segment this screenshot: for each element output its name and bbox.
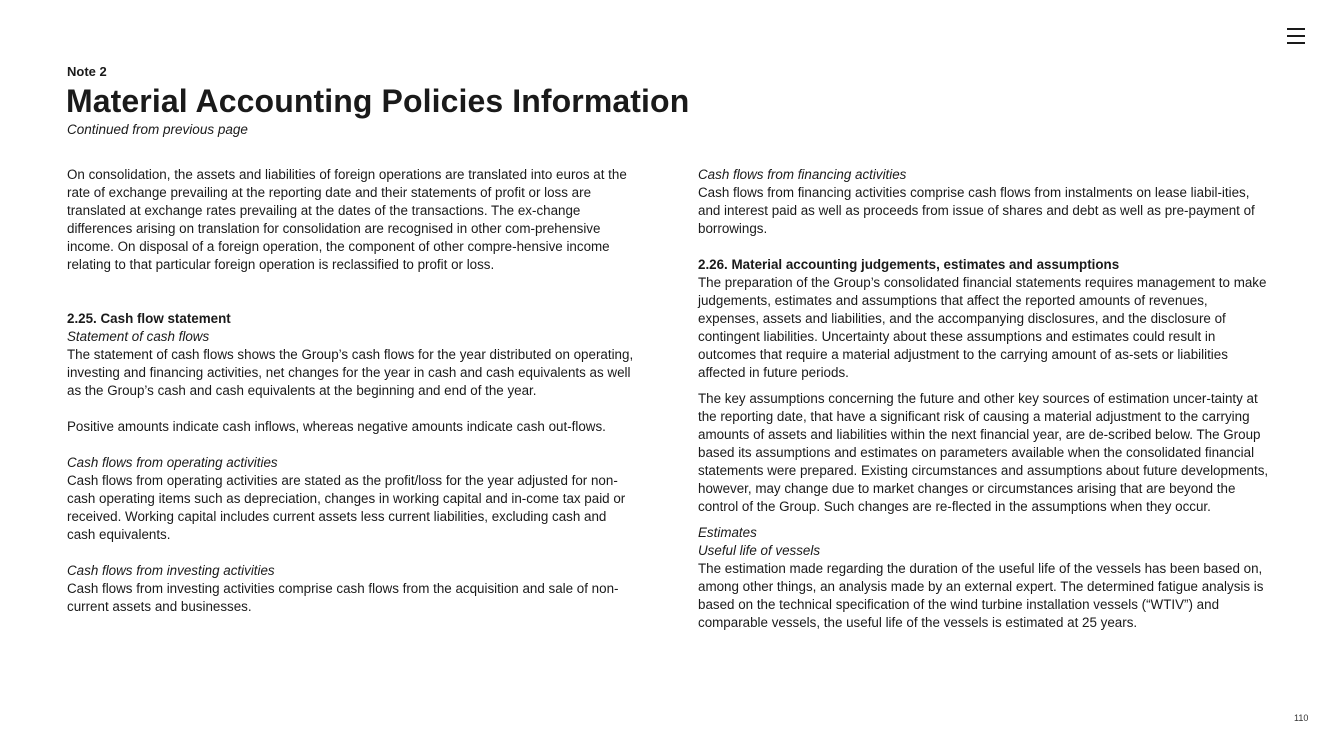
consolidation-paragraph: On consolidation, the assets and liabilities of foreign operations are translated into euros at the rate of exchange prevailing at the reporting date and their statements of profit or loss are translated at exchange rates prevailing at the dates of the transactions. The ex-change differences arising on translation for consolidation are recognised in other com-prehensive income. On disposal of a foreign operation, the component of other compre-hensive income relating to that particular foreign operation is reclassified to profit or loss. (67, 167, 627, 272)
cash-flow-heading: 2.25. Cash flow statement (67, 311, 231, 326)
page-subtitle: Continued from previous page (67, 122, 248, 137)
judgements-heading: 2.26. Material accounting judgements, estimates and assumptions (698, 257, 1120, 272)
judgements-paragraph-2: The key assumptions concerning the future and other key sources of estimation uncer-tainty at the reporting date, that have a significant risk of causing a material adjustment to the carrying amounts of assets and liabilities within the next financial year, are de-scribed below. The Group based its assumptions and estimates on parameters available when the consolidated financial statements were prepared. Existing circumstances and assumptions about future developments, however, may change due to market changes or circumstances arising that are beyond the control of the Group. Such changes are re-flected in the assumptions when they occur. (698, 391, 1269, 514)
investing-paragraph: Cash flows from investing activities comprise cash flows from the acquisition and sale of non-current assets and businesses. (67, 581, 619, 614)
operating-paragraph: Cash flows from operating activities are stated as the profit/loss for the year adjusted for non-cash operating items such as depreciation, changes in working capital and in-come tax paid or received. Working capital includes current assets less current liabilities, excluding cash and cash equivalents. (67, 473, 626, 542)
menu-bar (1287, 28, 1305, 30)
statement-subheading: Statement of cash flows (67, 329, 210, 344)
investing-subheading: Cash flows from investing activities (67, 563, 275, 578)
menu-bar (1287, 35, 1305, 37)
operating-subheading: Cash flows from operating activities (67, 455, 278, 470)
useful-life-subheading: Useful life of vessels (698, 543, 821, 558)
page-number: 110 (1294, 713, 1309, 723)
hamburger-menu-icon[interactable] (1287, 28, 1305, 44)
statement-paragraph: The statement of cash flows shows the Group’s cash flows for the year distributed on operating, investing and financing activities, net changes for the year in cash and cash equivalents as well as the Group’s cash and cash equivalents at the beginning and end of the year. (67, 347, 634, 398)
menu-bar (1287, 42, 1305, 44)
judgements-paragraph-1: The preparation of the Group’s consolidated financial statements requires management to make judgements, estimates and assumptions that affect the reported amounts of revenues, expenses, assets and liabilities, and the accompanying disclosures, and the disclosure of contingent liabilities. Uncertainty about these assumptions and estimates could result in outcomes that require a material adjustment to the carrying amount of as-sets or liabilities affected in future periods. (698, 275, 1267, 380)
amounts-paragraph: Positive amounts indicate cash inflows, whereas negative amounts indicate cash out-flows. (67, 419, 606, 434)
note-label: Note 2 (67, 64, 107, 79)
left-column (67, 166, 637, 616)
right-column (698, 166, 1270, 632)
useful-life-paragraph: The estimation made regarding the duration of the useful life of the vessels has been based on, among other things, an analysis made by an external expert. The determined fatigue analysis is based on the technical specification of the wind turbine installation vessels (“WTIV”) and comparable vessels, the useful life of the vessels is estimated at 25 years. (698, 561, 1264, 630)
page-title: Material Accounting Policies Information (66, 83, 690, 119)
estimates-subheading: Estimates (698, 525, 757, 540)
financing-paragraph: Cash flows from financing activities comprise cash flows from instalments on lease liabil-ities, and interest paid as well as proceeds from issue of shares and debt as well as pre-payment of borrowings. (698, 185, 1255, 236)
financing-subheading: Cash flows from financing activities (698, 167, 907, 182)
